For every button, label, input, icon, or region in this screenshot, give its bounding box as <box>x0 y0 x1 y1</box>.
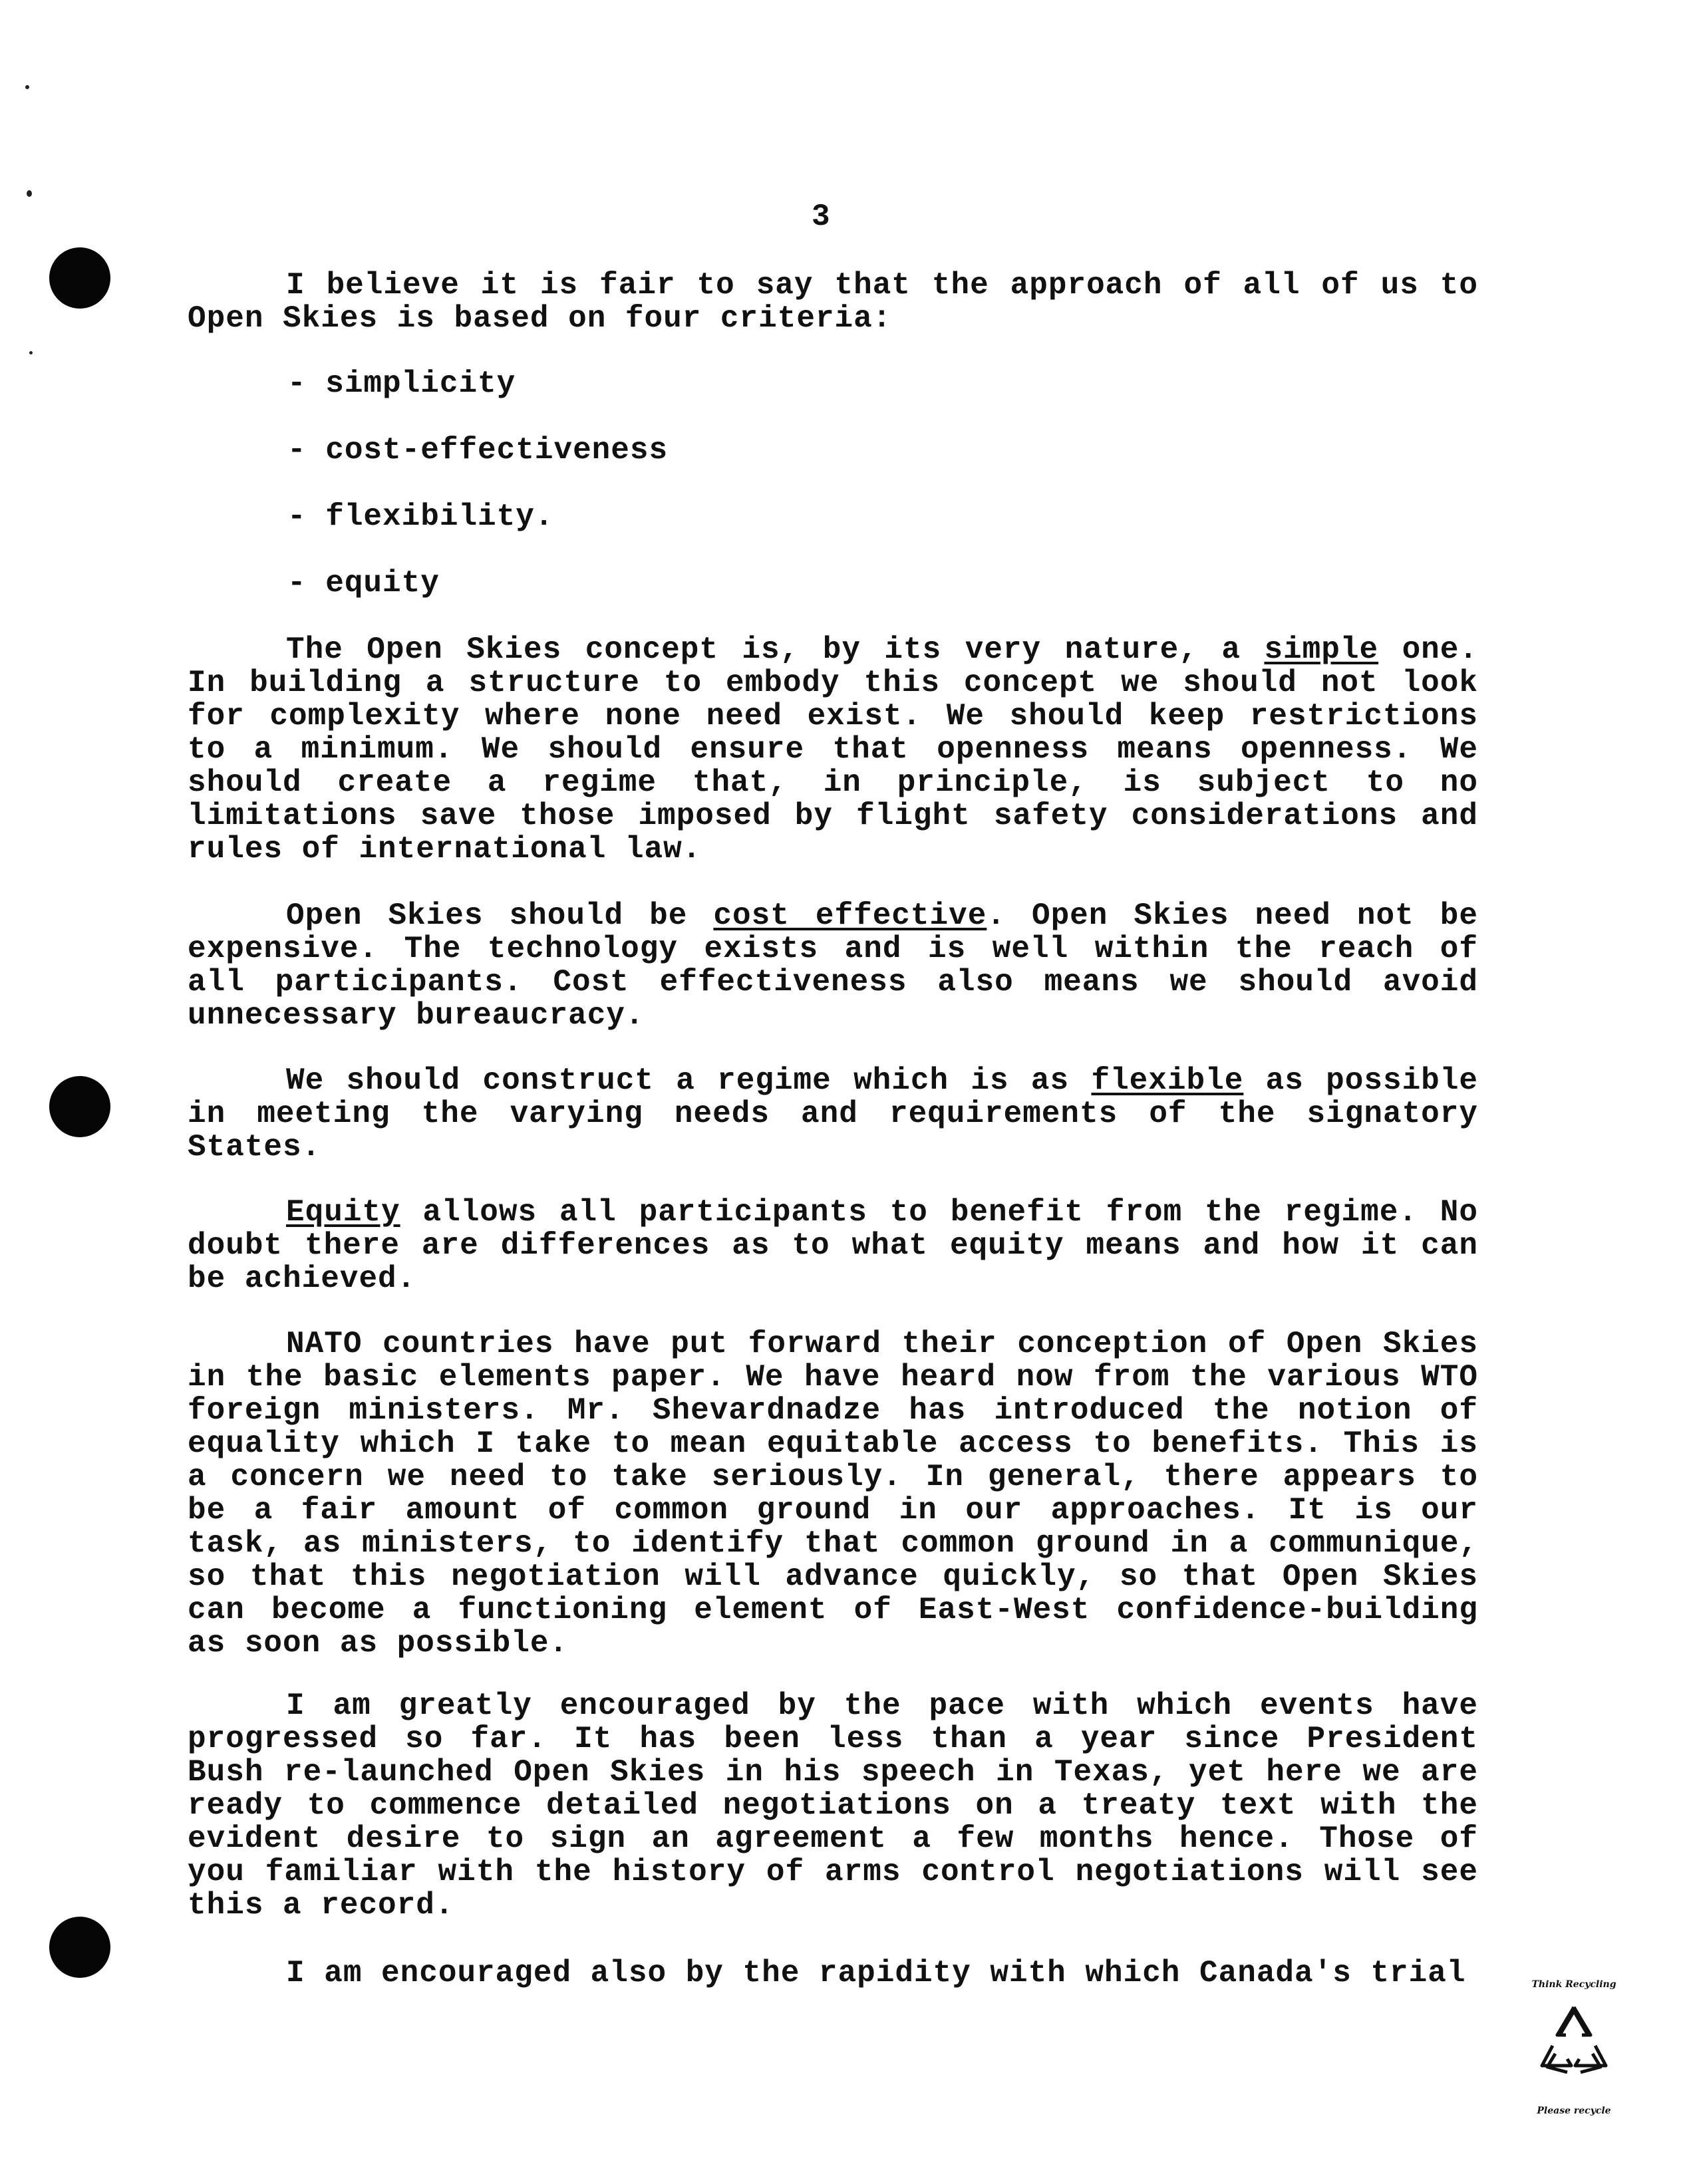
paragraph-criteria-intro <box>188 269 1478 335</box>
paragraph-pace-of-events <box>188 1689 1478 1922</box>
criteria-item-simplicity: - simplicity <box>287 366 516 401</box>
paragraph-text: I believe it is fair to say that the approach of all of us to Open Skies is based on four criteria: <box>188 268 1478 336</box>
paragraph-nato-conception <box>188 1327 1478 1660</box>
paragraph-cost-effective <box>188 899 1478 1032</box>
scan-speck <box>27 190 32 197</box>
paragraph-text: one. In building a structure to embody this concept we should not look for complexity where none need exist. We should keep restrictions to a minimum. We should ensure that openness means openness. We should create a regime that, in principle, is subject to no limitations save those imposed by flight safety considerations and rules of international law. <box>188 632 1478 867</box>
paragraph-text: . Open Skies need not be expensive. The technology exists and is well within the reach of all participants. Cost effectiveness also means we should avoid unnecessary bureaucracy. <box>188 898 1478 1033</box>
binder-punch-hole <box>49 1076 110 1137</box>
recycle-logo <box>1514 1979 1634 2119</box>
criteria-item-flexibility: - flexibility. <box>287 499 554 534</box>
binder-punch-hole <box>49 247 110 309</box>
logo-bottom-text: Please recycle <box>1537 2106 1611 2116</box>
paragraph-flexible <box>188 1064 1478 1164</box>
paragraph-text: The Open Skies concept is, by its very nature, a <box>286 632 1265 667</box>
paragraph-text: We should construct a regime which is as <box>286 1063 1092 1098</box>
paragraph-text: Open Skies should be <box>286 898 714 933</box>
paragraph-text: as possible in meeting the varying needs and requirements of the signatory States. <box>188 1063 1478 1164</box>
criteria-item-cost-effectiveness: - cost-effectiveness <box>287 433 669 468</box>
recycle-icon <box>1534 1994 1614 2100</box>
criteria-item-equity: - equity <box>287 566 440 601</box>
underlined-term-flexible: flexible <box>1091 1063 1244 1098</box>
binder-punch-hole <box>49 1917 110 1978</box>
paragraph-text: allows all participants to benefit from the regime. No doubt there are differences as to what equity means and how it can be achieved. <box>188 1195 1478 1296</box>
underlined-term-cost-effective: cost effective <box>713 898 987 933</box>
underlined-term-equity: Equity <box>286 1195 400 1230</box>
page-number: 3 <box>812 200 830 234</box>
paragraph-text: I am greatly encouraged by the pace with which events have progressed so far. It has been less than a year since President Bush re-launched Open Skies in his speech in Texas, yet here we are ready to commence detailed negotiations on a treaty text with the evident desire to sign an agreement a few months hence. Those of you familiar with the history of arms control negotiations will see this a record. <box>188 1689 1478 1923</box>
paragraph-text: I am encouraged also by the rapidity with which Canada's trial <box>286 1956 1466 1990</box>
logo-top-text: Think Recycling <box>1531 1979 1616 1990</box>
paragraph-canada-trial <box>188 1957 1478 1990</box>
scan-speck <box>29 351 33 354</box>
paragraph-text: NATO countries have put forward their conception of Open Skies in the basic elements paper. We have heard now from the various WTO foreign ministers. Mr. Shevardnadze has introduced the notion of equality which I take to mean equitable access to benefits. This is a concern we need to take seriously. In general, there appears to be a fair amount of common ground in our approaches. It is our task, as ministers, to identify that common ground in a communique, so that this negotiation will advance quickly, so that Open Skies can become a functioning element of East-West confidence-building as soon as possible. <box>188 1327 1478 1661</box>
paragraph-equity <box>188 1196 1478 1296</box>
paragraph-simplicity <box>188 633 1478 866</box>
scan-speck <box>25 85 29 89</box>
underlined-term-simple: simple <box>1264 632 1379 667</box>
